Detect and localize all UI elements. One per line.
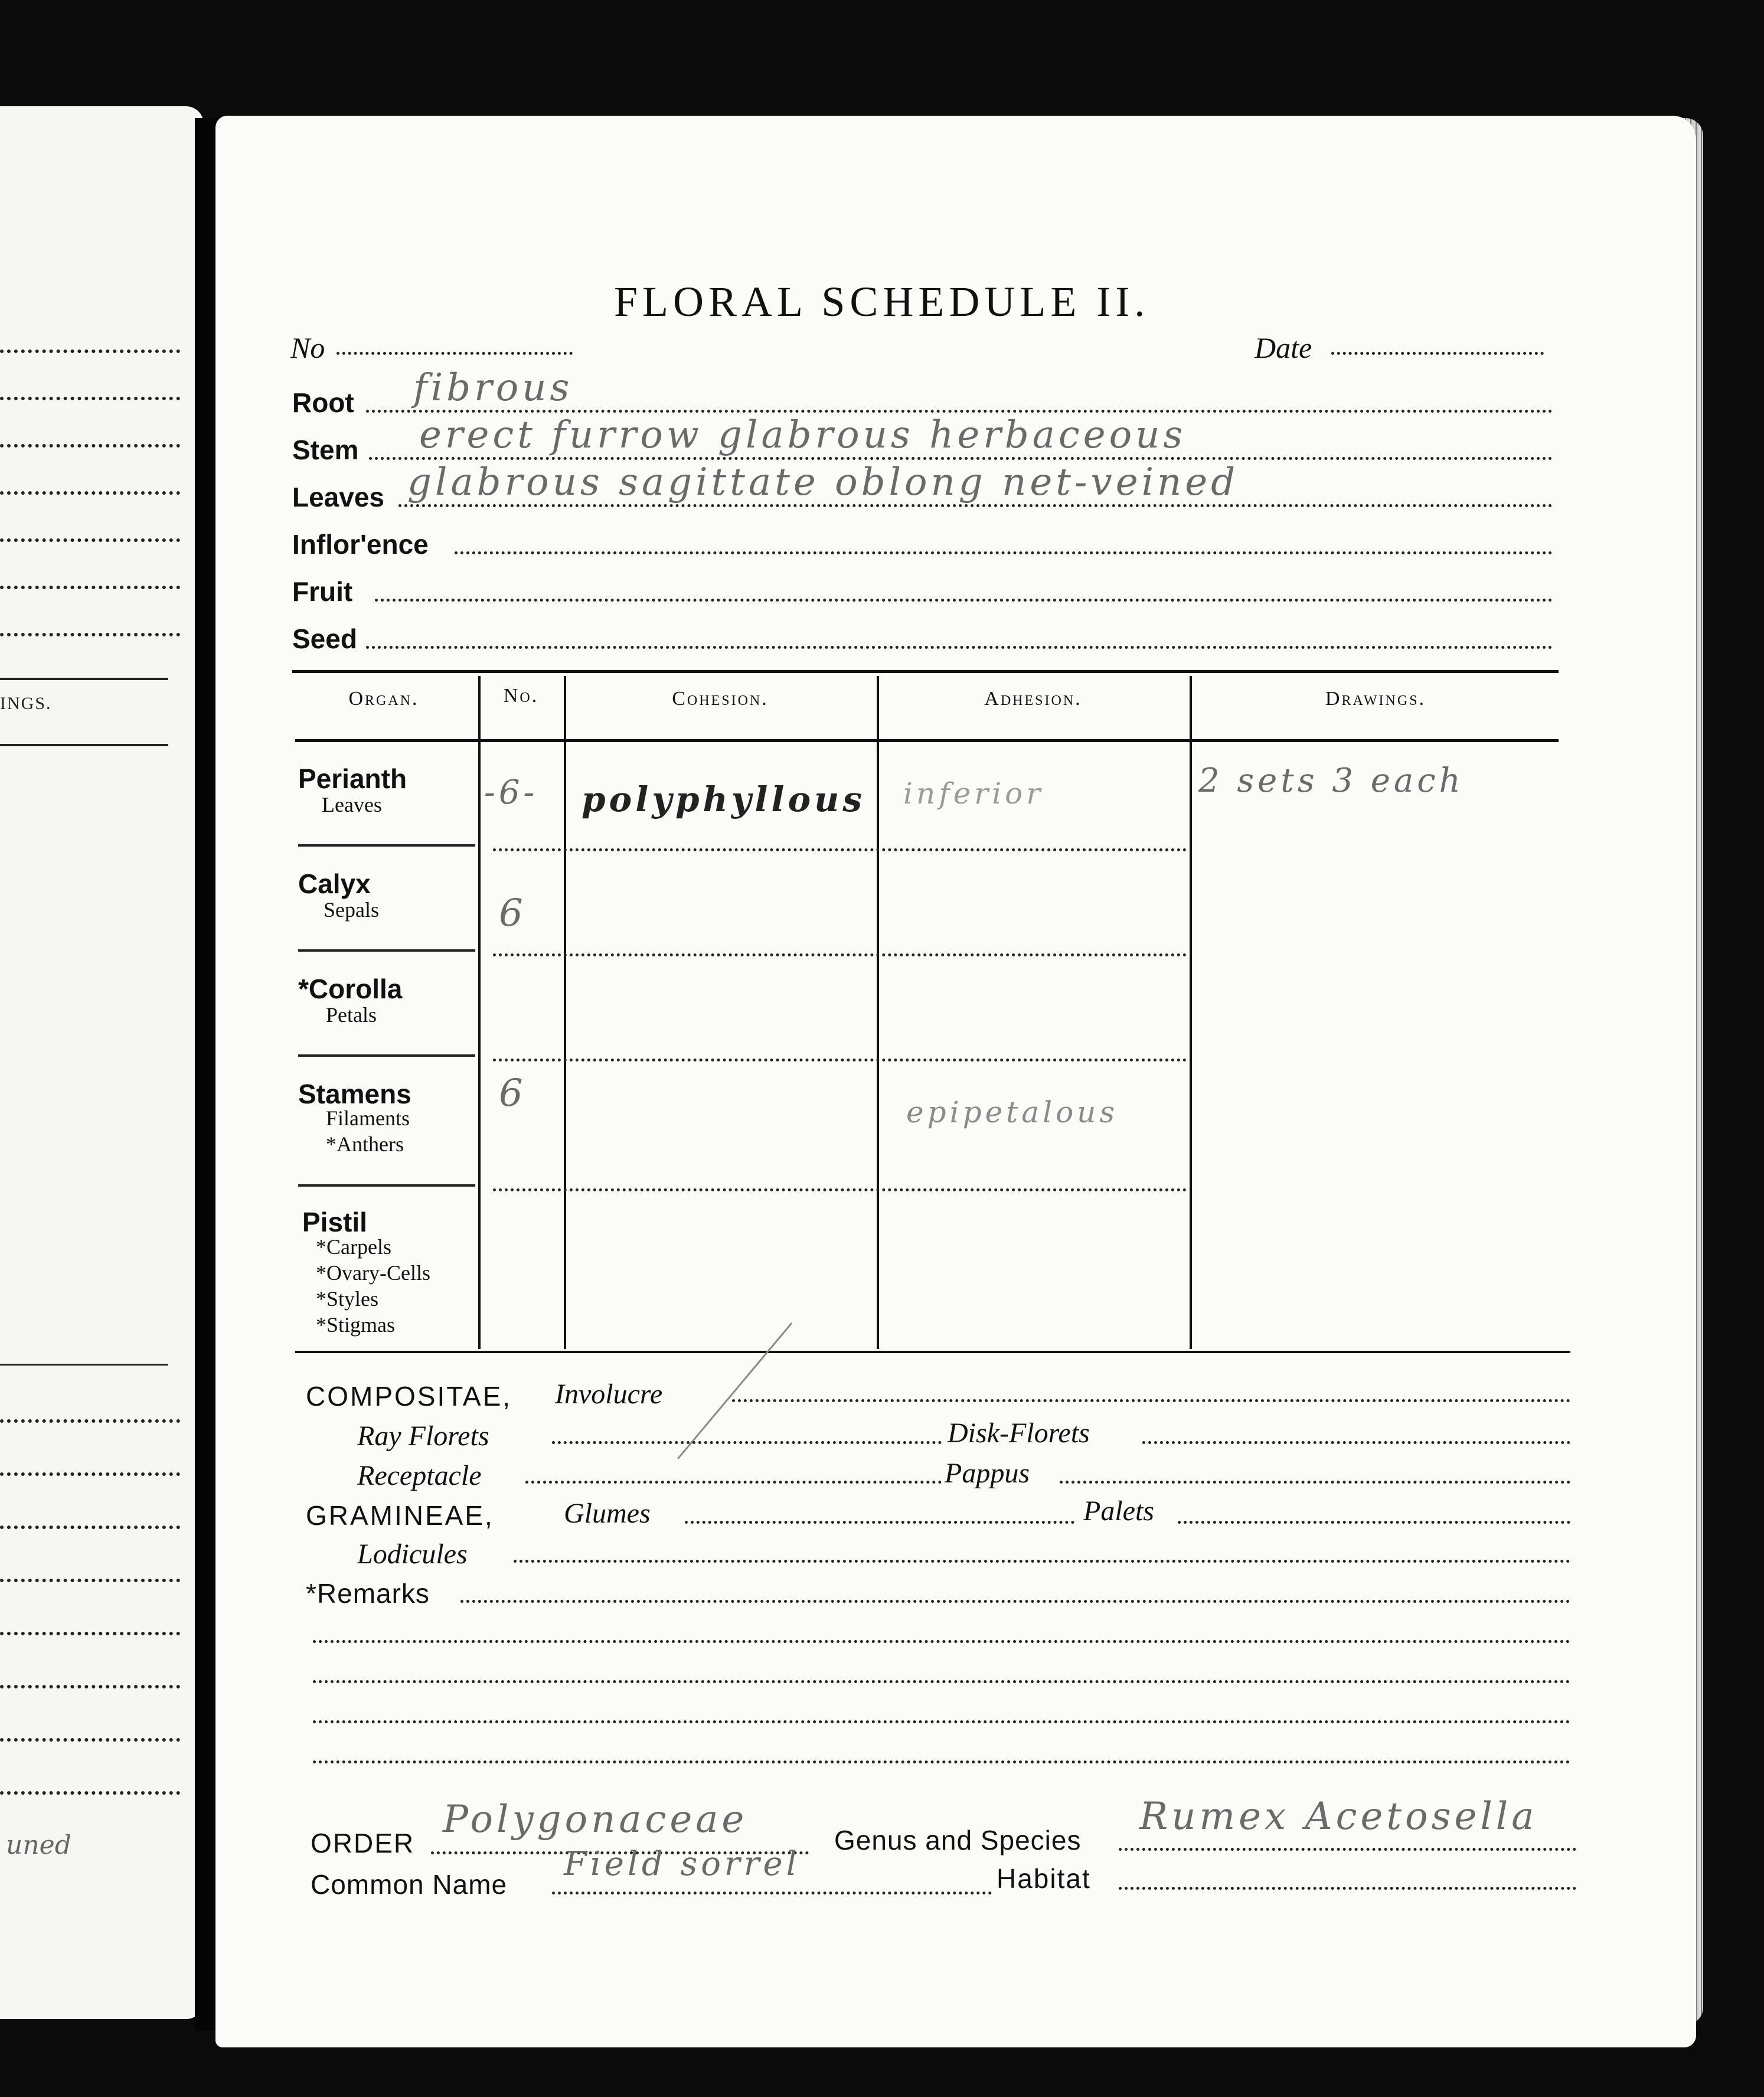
- involucre-field[interactable]: [732, 1397, 1570, 1402]
- left-page-heading: INGS.: [0, 694, 52, 713]
- common-name-value: Field sorrel: [564, 1845, 801, 1883]
- stem-label: Stem: [292, 435, 359, 465]
- no-field[interactable]: [337, 350, 573, 355]
- root-label: Root: [292, 387, 354, 418]
- glumes-label: Glumes: [564, 1498, 651, 1529]
- column-header-organ: Organ.: [348, 688, 419, 710]
- left-page-dotted-line: [0, 489, 180, 495]
- row-dotted-rule: [493, 846, 1187, 851]
- left-page-dotted-line: [0, 1470, 180, 1476]
- left-facing-page: [0, 106, 204, 2019]
- remarks-field[interactable]: [460, 1598, 1570, 1603]
- left-page-dotted-line: [0, 347, 180, 353]
- column-header-adhesion: Adhesion.: [984, 688, 1082, 710]
- column-header-cohesion: Cohesion.: [672, 688, 769, 710]
- pappus-label: Pappus: [945, 1458, 1030, 1489]
- stamens-adhesion-value: epipetalous: [906, 1095, 1119, 1129]
- date-field[interactable]: [1331, 350, 1544, 355]
- left-page-dotted-line: [0, 1736, 180, 1742]
- table-column-divider: [877, 676, 879, 1349]
- leaves-value: glabrous sagittate oblong net-veined: [407, 460, 1239, 504]
- perianth-cohesion-value: polyphyllous: [582, 779, 865, 819]
- remarks-label: *Remarks: [306, 1578, 430, 1609]
- common-name-field[interactable]: [552, 1889, 992, 1895]
- table-bottom-rule: [295, 1351, 1570, 1353]
- remarks-line[interactable]: [313, 1638, 1570, 1643]
- left-page-rule: [0, 744, 168, 746]
- organ-stamens-part: Filaments: [326, 1106, 410, 1130]
- seed-field[interactable]: [366, 644, 1553, 649]
- row-dotted-rule: [493, 1186, 1187, 1191]
- genus-species-label: Genus and Species: [834, 1825, 1082, 1856]
- organ-perianth-part: Leaves: [322, 793, 382, 816]
- order-label: ORDER: [311, 1828, 415, 1858]
- row-rule: [298, 1054, 475, 1057]
- ray-florets-label: Ray Florets: [357, 1420, 489, 1452]
- habitat-field[interactable]: [1119, 1884, 1576, 1890]
- leaves-label: Leaves: [292, 482, 385, 512]
- left-page-dotted-line: [0, 536, 180, 542]
- organ-corolla: *Corolla: [298, 974, 403, 1004]
- left-page-dotted-line: [0, 1417, 180, 1423]
- disk-florets-label: Disk-Florets: [948, 1417, 1090, 1449]
- table-header-rule: [295, 739, 1559, 742]
- remarks-line[interactable]: [313, 1758, 1570, 1763]
- table-top-rule: [292, 670, 1559, 673]
- organ-pistil-part: *Carpels: [316, 1235, 391, 1259]
- table-column-divider: [1190, 676, 1192, 1349]
- fruit-label: Fruit: [292, 576, 353, 607]
- remarks-line[interactable]: [313, 1678, 1570, 1683]
- organ-pistil-part: *Ovary-Cells: [316, 1261, 430, 1285]
- organ-pistil-part: *Stigmas: [316, 1313, 396, 1337]
- inflorescence-label: Inflor'ence: [292, 529, 429, 560]
- row-dotted-rule: [493, 1056, 1187, 1061]
- organ-corolla-part: Petals: [326, 1003, 377, 1027]
- left-page-dotted-line: [0, 1576, 180, 1582]
- seed-label: Seed: [292, 623, 357, 654]
- row-rule: [298, 949, 475, 952]
- left-page-dotted-line: [0, 1523, 180, 1529]
- perianth-drawings-value: 2 sets 3 each: [1198, 762, 1464, 800]
- left-page-dotted-line: [0, 1789, 180, 1795]
- habitat-label: Habitat: [997, 1863, 1091, 1894]
- left-page-rule: [0, 678, 168, 680]
- common-name-label: Common Name: [311, 1869, 508, 1900]
- left-page-dotted-line: [0, 1683, 180, 1688]
- perianth-no-value: -6-: [484, 773, 538, 812]
- organ-pistil-parts: [316, 1234, 430, 1338]
- order-value: Polygonaceae: [443, 1798, 748, 1841]
- receptacle-field[interactable]: [525, 1478, 942, 1484]
- page-title: FLORAL SCHEDULE II.: [614, 278, 1150, 325]
- palets-label: Palets: [1083, 1495, 1154, 1527]
- column-header-drawings: Drawings.: [1325, 688, 1426, 710]
- involucre-label: Involucre: [555, 1379, 663, 1410]
- perianth-adhesion-value: inferior: [903, 776, 1044, 811]
- organ-pistil-part: *Styles: [316, 1287, 379, 1311]
- organ-calyx-part: Sepals: [324, 898, 379, 922]
- glumes-field[interactable]: [685, 1518, 1074, 1524]
- organ-stamens-parts: [326, 1105, 410, 1157]
- organ-stamens: Stamens: [298, 1079, 411, 1109]
- compositae-label: COMPOSITAE,: [306, 1381, 512, 1412]
- remarks-line[interactable]: [313, 1718, 1570, 1723]
- inflorescence-field[interactable]: [455, 549, 1553, 554]
- row-rule: [298, 1184, 475, 1187]
- palets-field[interactable]: [1178, 1518, 1570, 1524]
- fruit-field[interactable]: [375, 596, 1553, 602]
- left-page-dotted-line: [0, 1629, 180, 1635]
- left-page-dotted-line: [0, 394, 180, 400]
- ray-florets-field[interactable]: [552, 1439, 942, 1444]
- organ-pistil: Pistil: [302, 1207, 367, 1237]
- left-page-rule: [0, 1364, 168, 1366]
- pappus-field[interactable]: [1060, 1478, 1570, 1484]
- no-label: No: [290, 331, 325, 364]
- receptacle-label: Receptacle: [357, 1460, 482, 1491]
- table-column-divider: [478, 676, 481, 1349]
- genus-species-value: Rumex Acetosella: [1139, 1795, 1538, 1838]
- lodicules-label: Lodicules: [357, 1539, 468, 1570]
- organ-stamens-part: *Anthers: [326, 1132, 404, 1156]
- lodicules-field[interactable]: [514, 1557, 1570, 1563]
- row-dotted-rule: [493, 951, 1187, 956]
- table-column-divider: [564, 676, 566, 1349]
- left-page-dotted-line: [0, 583, 180, 589]
- date-label: Date: [1255, 331, 1312, 364]
- left-page-dotted-line: [0, 442, 180, 448]
- row-rule: [298, 844, 475, 847]
- stem-value: erect furrow glabrous herbaceous: [419, 413, 1187, 457]
- disk-florets-field[interactable]: [1142, 1439, 1570, 1444]
- left-page-dotted-line: [0, 631, 180, 636]
- stamens-no-value: 6: [499, 1072, 527, 1115]
- organ-calyx: Calyx: [298, 868, 371, 899]
- genus-species-field[interactable]: [1119, 1846, 1576, 1851]
- calyx-no-value: 6: [499, 891, 527, 935]
- left-page-handwriting: uned: [6, 1830, 71, 1860]
- organ-perianth: Perianth: [298, 763, 407, 794]
- gramineae-label: GRAMINEAE,: [306, 1500, 494, 1531]
- column-header-no: No.: [503, 685, 539, 707]
- root-value: fibrous: [413, 366, 573, 410]
